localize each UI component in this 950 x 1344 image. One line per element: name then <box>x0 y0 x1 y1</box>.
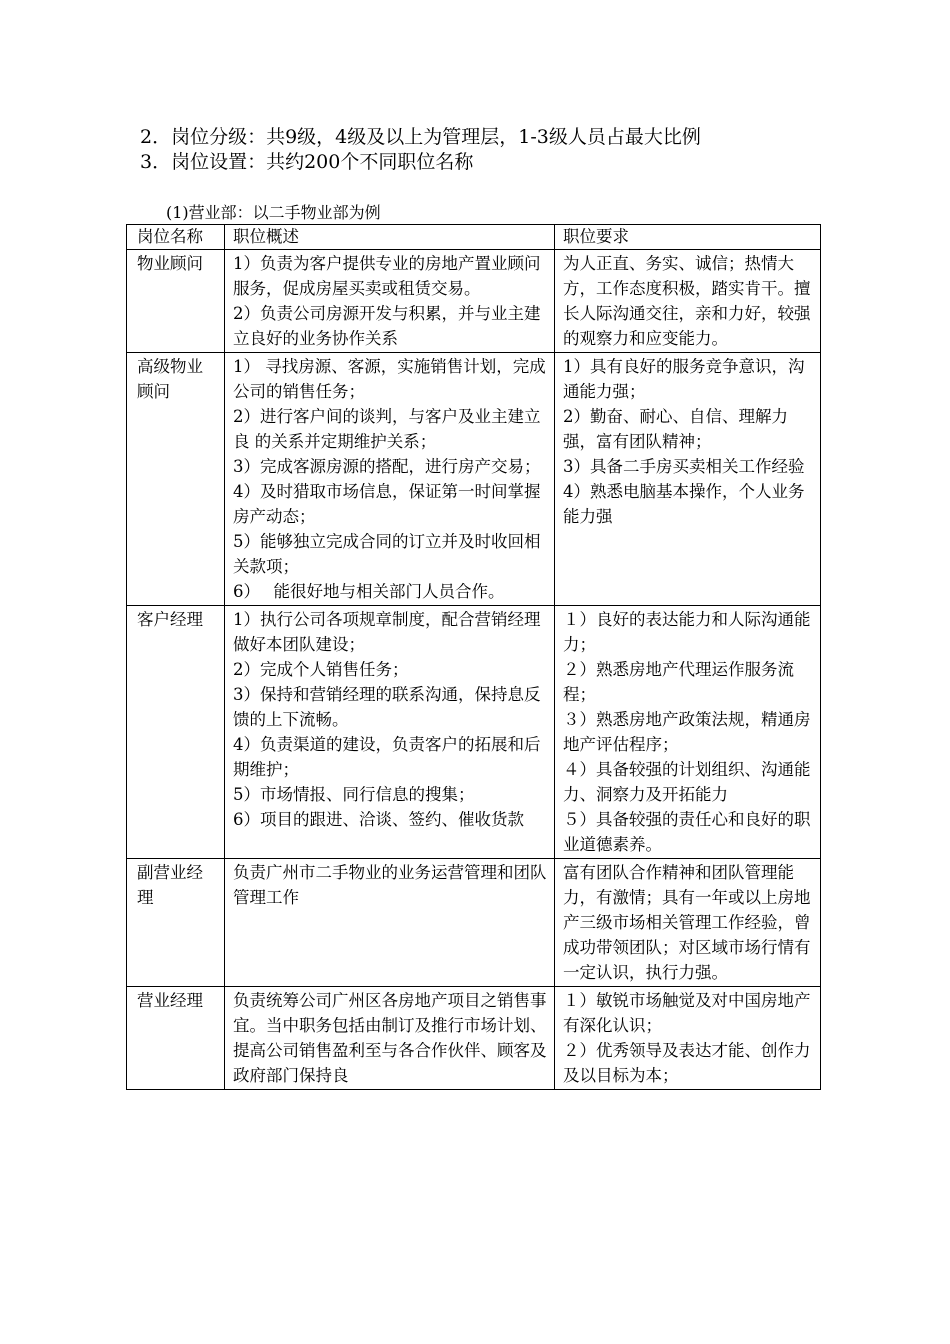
requirement-item: ２）熟悉房地产代理运作服务流程； <box>563 660 794 704</box>
requirements-cell <box>555 859 821 987</box>
overview-cell <box>225 987 555 1090</box>
overview-item: 5）能够独立完成合同的订立并及时收回相关款项； <box>233 532 541 576</box>
position-name-cell: 副营业经理 <box>127 859 225 987</box>
overview-item: 2）负责公司房源开发与积累，并与业主建立良好的业务协作关系 <box>233 304 541 348</box>
header-position-name: 岗位名称 <box>127 225 225 250</box>
overview-cell <box>225 606 555 859</box>
requirements-cell <box>555 987 821 1090</box>
requirement-item: １）敏锐市场触觉及对中国房地产有深化认识； <box>563 991 811 1035</box>
position-name-cell: 营业经理 <box>127 987 225 1090</box>
requirement-item: 4）熟悉电脑基本操作，个人业务能力强 <box>563 482 805 526</box>
requirements-cell <box>555 250 821 353</box>
position-name-cell: 高级物业顾问 <box>127 353 225 606</box>
overview-item: 2）进行客户间的谈判，与客户及业主建立良 的关系并定期维护关系； <box>233 407 541 451</box>
section-heading-grading: 2．岗位分级：共9级，4级及以上为管理层，1-3级人员占最大比例 <box>140 126 701 148</box>
header-requirements: 职位要求 <box>555 225 821 250</box>
overview-item: 5）市场情报、同行信息的搜集； <box>233 785 475 804</box>
overview-cell <box>225 353 555 606</box>
requirement-item: 3）具备二手房买卖相关工作经验 <box>563 457 805 476</box>
overview-item: 1）执行公司各项规章制度，配合营销经理做好本团队建设； <box>233 610 541 654</box>
overview-item: 负责广州市二手物业的业务运营管理和团队管理工作 <box>233 863 547 907</box>
requirement-item: ５）具备较强的责任心和良好的职业道德素养。 <box>563 810 811 854</box>
requirement-item: 为人正直、务实、诚信；热情大方，工作态度积极，踏实肯干。擅长人际沟通交往，亲和力好，较强的观察力和应变能力。 <box>563 254 811 348</box>
requirement-item: ４）具备较强的计划组织、沟通能力、洞察力及开拓能力 <box>563 760 811 804</box>
position-name-cell: 客户经理 <box>127 606 225 859</box>
requirements-cell <box>555 353 821 606</box>
overview-item: 6） 能很好地与相关部门人员合作。 <box>233 582 505 601</box>
requirement-item: ２）优秀领导及表达才能、创作力及以目标为本； <box>563 1041 811 1085</box>
table-header-row <box>127 225 821 250</box>
overview-item: 1） 寻找房源、客源，实施销售计划，完成公司的销售任务； <box>233 357 546 401</box>
section-heading-positions: 3．岗位设置：共约200个不同职位名称 <box>140 151 474 173</box>
table-row <box>127 250 821 353</box>
overview-item: 6）项目的跟进、洽谈、签约、催收货款 <box>233 810 524 829</box>
position-name-cell: 物业顾问 <box>127 250 225 353</box>
overview-item: 4）负责渠道的建设，负责客户的拓展和后期维护； <box>233 735 541 779</box>
requirement-item: 富有团队合作精神和团队管理能力，有激情；具有一年或以上房地产三级市场相关管理工作经验，曾成功带领团队；对区域市场行情有一定认识，执行力强。 <box>563 863 811 982</box>
table-row <box>127 859 821 987</box>
overview-item: 2）完成个人销售任务； <box>233 660 409 679</box>
overview-item: 1）负责为客户提供专业的房地产置业顾问服务，促成房屋买卖或租赁交易。 <box>233 254 541 298</box>
requirement-item: 2）勤奋、耐心、自信、理解力强，富有团队精神； <box>563 407 788 451</box>
table-row <box>127 606 821 859</box>
overview-item: 负责统筹公司广州区各房地产项目之销售事宜。当中职务包括由制订及推行市场计划、提高公司销售盈利至与各合作伙伴、顾客及政府部门保持良 <box>233 991 547 1085</box>
requirement-item: １）良好的表达能力和人际沟通能力； <box>563 610 811 654</box>
table-caption: (1)营业部：以二手物业部为例 <box>166 203 381 222</box>
overview-item: 3）保持和营销经理的联系沟通，保持息反馈的上下流畅。 <box>233 685 541 729</box>
overview-item: 4）及时猎取市场信息，保证第一时间掌握房产动态； <box>233 482 541 526</box>
positions-table <box>126 224 821 1090</box>
overview-cell <box>225 859 555 987</box>
requirements-cell <box>555 606 821 859</box>
table-row <box>127 353 821 606</box>
requirement-item: ３）熟悉房地产政策法规，精通房地产评估程序； <box>563 710 811 754</box>
overview-cell <box>225 250 555 353</box>
table-row <box>127 987 821 1090</box>
requirement-item: 1）具有良好的服务竞争意识，沟通能力强； <box>563 357 805 401</box>
overview-item: 3）完成客源房源的搭配，进行房产交易； <box>233 457 541 476</box>
header-overview: 职位概述 <box>225 225 555 250</box>
